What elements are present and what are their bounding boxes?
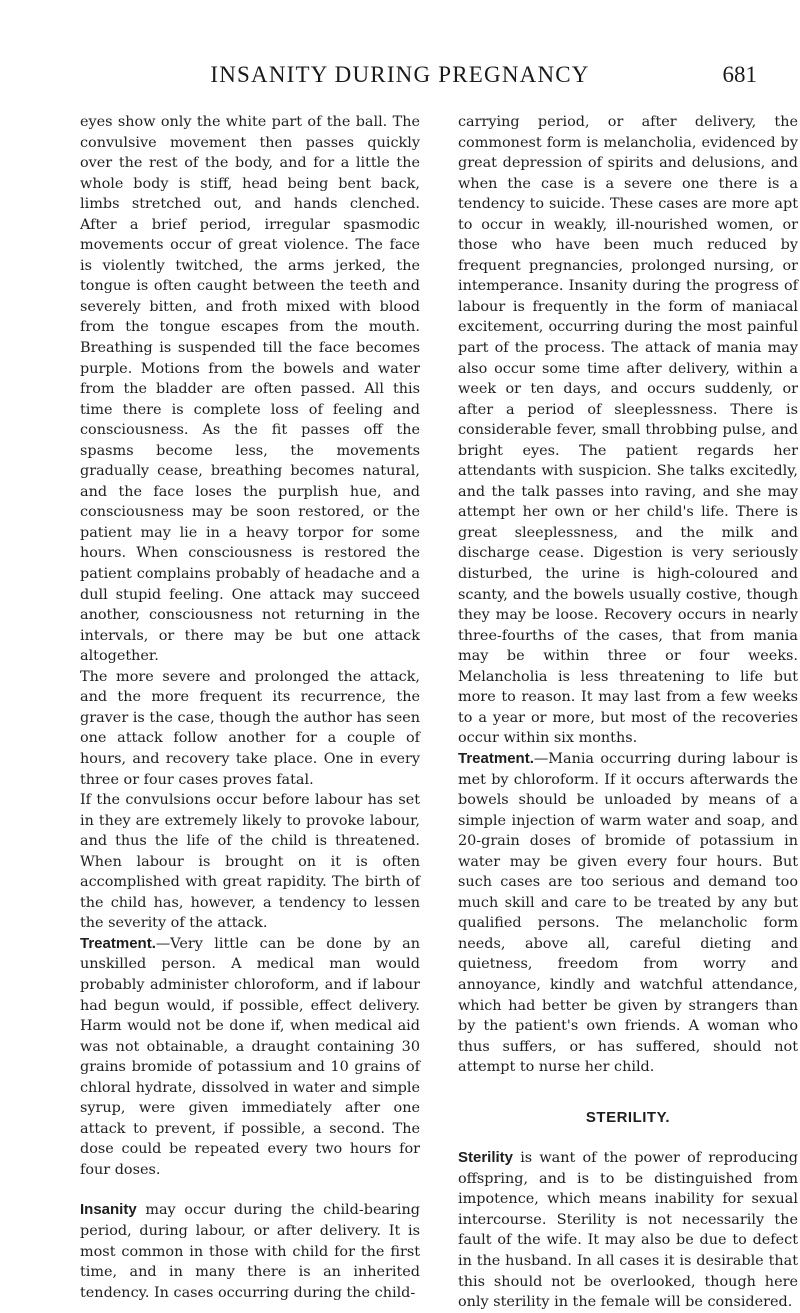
running-title: INSANITY DURING PREGNANCY [210,62,590,87]
insanity-lead-word: Insanity [80,1201,137,1219]
page-number: 681 [722,62,757,87]
paragraph-treatment-mania [458,749,798,1078]
paragraph-convulsion-description: eyes show only the white part of the ball. The convulsive movement then passes quickly over the rest of the body, and for a little the whole body is stiff, head being bent back, limbs stretched out, and hands clenched. After a brief period, irregular spasmodic movements occur of great violence. The face is violently twitched, the arms jerked, the tongue is often caught between the teeth and severely bitten, and froth mixed with blood from the tongue escapes from the mouth. Breathing is suspended till the face becomes purple. Motions from the bowels and water from the bladder are often passed. All this time there is complete loss of feeling and consciousness. As the fit passes off the spasms become less, the movements gradually cease, breathing becomes natural, and the face loses the purplish hue, and consciousness may be soon restored, or the patient may lie in a heavy torpor for some hours. When consciousness is restored the patient complains probably of headache and a dull stupid feeling. One attack may succeed another, consciousness not returning in the intervals, or there may be but one attack altogether. [80,114,420,665]
treatment-run-in-label: Treatment. [458,749,534,767]
treatment-run-in-label: Treatment. [80,934,156,952]
insanity-text: may occur during the child-bearing period, during labour, or after delivery. It is most common in those with child for the first time, and in many there is an inherited tendency. In cases occurring during the child- [80,1202,420,1301]
paragraph-spacer [80,1180,420,1200]
section-heading-sterility: STERILITY. [585,1108,671,1126]
sterility-lead-word: Sterility [458,1149,514,1167]
paragraph-treatment-convulsions [80,934,420,1181]
treatment-text: —Very little can be done by an unskilled person. A medical man would probably administer chloroform, and if labour had begun would, if possible, effect delivery. Harm would not be done if, when medical aid was not obtainable, a draught containing 30 grains bromide of potassium and 10 grains of chloral hydrate, dissolved in water and simple syrup, were given immediately after one attack to prevent, if possible, a second. The dose could be repeated every two hours for four doses. [80,935,420,1178]
paragraph-severity: The more severe and prolonged the attack, and the more frequent its recurrence, the graver is the case, though the author has seen one attack follow another for a couple of hours, and recovery take place. One in every three or four cases proves fatal. [80,668,420,788]
paragraph-insanity [80,1200,420,1303]
right-column [458,112,798,1313]
paragraph-labour-convulsions: If the convulsions occur before labour has set in they are extremely likely to provoke labour, and thus the life of the child is threatened. When labour is brought on it is often accomplished with great rapidity. The birth of the child has, however, a tendency to lessen the severity of the attack. [80,792,420,932]
sterility-text: is want of the power of reproducing offspring, and is to be distinguished from impotence, which means inability for sexual intercourse. Sterility is not necessarily the fault of the wife. It may also be due to defect in the husband. In all cases it is desirable that this should not be overlooked, though here only sterility in the female will be considered. [458,1150,798,1311]
running-head [0,62,800,96]
paragraph-insanity-continued: carrying period, or after delivery, the commonest form is melancholia, evidenced by great depression of spirits and delusions, and when the case is a severe one there is a tendency to suicide. These cases are more apt to occur in weakly, ill-nourished women, or those who have been much reduced by frequent pregnancies, prolonged nursing, or intemperance. Insanity during the progress of labour is frequently in the form of maniacal excitement, occurring during the most painful part of the process. The attack of mania may also occur some time after delivery, within a week or ten days, and occurs suddenly, or after a period of sleeplessness. There is considerable fever, small throbbing pulse, and bright eyes. The patient regards her attendants with suspicion. She talks excitedly, and the talk passes into raving, and she may attempt her own or her child's life. There is great sleeplessness, and the milk and discharge cease. Digestion is very seriously disturbed, the urine is high-coloured and scanty, and the bowels usually costive, though they may be loose. Recovery occurs in nearly three-fourths of the cases, that from mania may be within three or four weeks. Melancholia is less threatening to life but more to reason. It may last from a few weeks to a year or more, but most of the recoveries occur within six months. [458,114,798,747]
treatment-text: —Mania occurring during labour is met by chloroform. If it occurs afterwards the bowels should be unloaded by means of a simple injection of warm water and soap, and 20-grain doses of bromide of potassium in water may be given every four hours. But such cases are too serious and demand too much skill and care to be treated by any but qualified persons. The melancholic form needs, above all, careful dieting and quietness, freedom from worry and annoyance, kindly and watchful attendance, which had better be given by strangers than by the patient's own friends. A woman who thus suffers, or has suffered, should not attempt to nurse her child. [458,750,798,1076]
left-column [80,112,420,1303]
paragraph-sterility [458,1148,798,1312]
